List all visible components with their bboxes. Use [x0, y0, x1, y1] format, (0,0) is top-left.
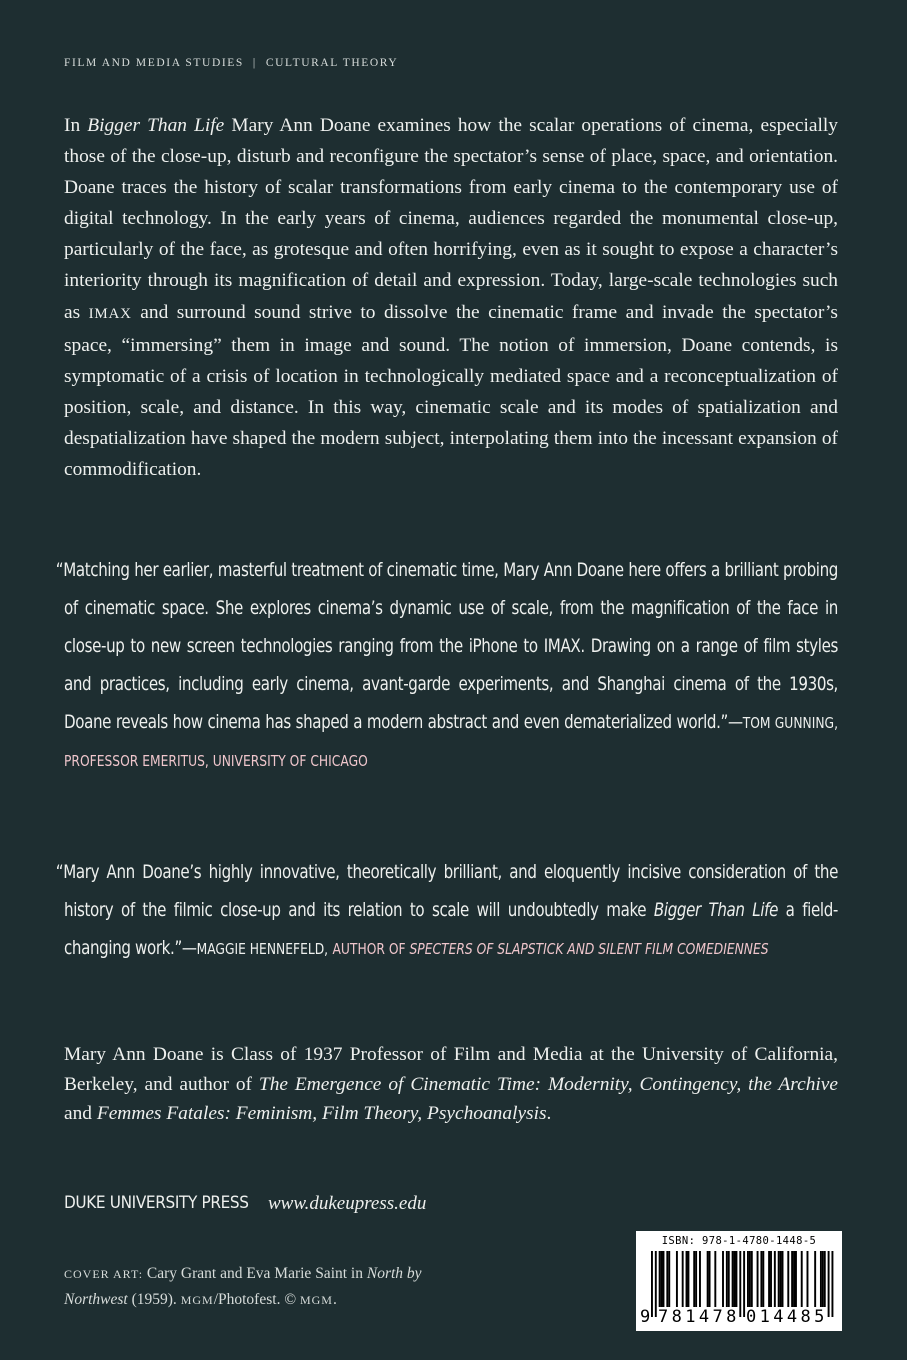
book-title-italic: Bigger Than Life	[653, 900, 779, 921]
barcode-bar	[795, 1251, 797, 1307]
endorsement-text: “Mary Ann Doane’s highly innovative, theoretically brilliant, and eloquently incisive consideration of the history of the filmic close-up and its relation to scale will undoubtedly make	[55, 862, 838, 921]
endorser-affiliation: PROFESSOR EMERITUS, UNIVERSITY OF CHICAGO	[64, 752, 368, 770]
barcode-bar	[774, 1251, 776, 1307]
bio-book-2: Femmes Fatales: Feminism, Film Theory, Psychoanalysis	[96, 1103, 547, 1124]
isbn-label: ISBN: 978-1-4780-1448-5	[661, 1235, 817, 1247]
barcode-bar	[747, 1251, 749, 1307]
barcode-bar	[822, 1251, 824, 1307]
barcode-guard-bar	[655, 1251, 657, 1317]
barcode-bar	[820, 1251, 822, 1307]
barcode-bar	[801, 1251, 803, 1307]
barcode-bar	[709, 1251, 711, 1307]
barcode-guard-bar	[743, 1251, 745, 1317]
imax-smallcaps: IMAX	[88, 305, 132, 322]
film-title: North by Northwest	[64, 1265, 422, 1308]
endorser-name: MAGGIE HENNEFELD,	[196, 940, 329, 958]
barcode-bar	[682, 1251, 684, 1307]
barcode-bar	[762, 1251, 764, 1307]
barcode-bar	[661, 1251, 663, 1307]
barcode-bar	[699, 1251, 701, 1307]
ean-right-group: 014485	[746, 1307, 828, 1327]
publisher-row	[64, 1193, 427, 1214]
barcode-bar	[824, 1251, 826, 1307]
barcode-bar	[659, 1251, 661, 1307]
barcode-bar	[768, 1251, 770, 1307]
endorser-name: TOM GUNNING,	[742, 714, 838, 732]
barcode-bar	[814, 1251, 816, 1307]
ean-first-digit: 9	[640, 1307, 654, 1327]
barcode-bar	[778, 1251, 780, 1307]
ean-left-group: 781478	[658, 1307, 740, 1327]
endorsement-gunning: “Matching her earlier, masterful treatment of cinematic time, Mary Ann Doane here offers a brilliant probing of cinematic space. She explores cinema’s dynamic use of scale, from the magnification of the face in close-up to new screen technologies ranging from the iPhone to IMAX. Drawing on a range of film styles and practices, including early cinema, avant-garde experiments, and Shanghai cinema of the 1930s, Doane reveals how cinema has shaped a modern abstract and even dematerialized world.”—TOM GUNNING, PROFESSOR EMERITUS, UNIVERSITY OF CHICAGO	[55, 560, 838, 770]
barcode-bar	[787, 1251, 789, 1307]
barcode-guard-bar	[831, 1251, 833, 1317]
barcode-bar	[749, 1251, 751, 1307]
author-bio: Mary Ann Doane is Class of 1937 Professor of Film and Media at the University of California, Berkeley, and author of The Emergence of Cinematic Time: Modernity, Contingency, the Archive and Femmes Fatales: Feminism, Film Theory, Psychoanalysis.	[64, 1044, 838, 1124]
barcode-bar	[695, 1251, 697, 1307]
barcode-bar	[735, 1251, 737, 1307]
endorsement-hennefeld: “Mary Ann Doane’s highly innovative, theoretically brilliant, and eloquently incisive consideration of the history of the filmic close-up and its relation to scale will undoubtedly make Bigger Than Life a field-changing work.”—MAGGIE HENNEFELD, AUTHOR OF SPECTERS OF SLAPSTICK AND SILENT FILM COMEDIENNES	[55, 862, 839, 959]
endorser-affiliation: AUTHOR OF SPECTERS OF SLAPSTICK AND SILENT FILM COMEDIENNES	[332, 940, 769, 958]
subject-separator: |	[252, 57, 257, 69]
barcode-guard-bar	[828, 1251, 830, 1317]
barcode-bar	[693, 1251, 695, 1307]
barcode-bar	[732, 1251, 734, 1307]
barcode-bar	[734, 1251, 736, 1307]
barcode-bar	[726, 1251, 728, 1307]
subject-categories	[64, 57, 398, 69]
subject-film-media: FILM AND MEDIA STUDIES	[64, 57, 244, 69]
barcode-bar	[687, 1251, 689, 1307]
barcode-bar	[666, 1251, 668, 1307]
barcode-bar	[782, 1251, 784, 1307]
barcode-bar	[714, 1251, 716, 1307]
subject-cultural-theory: CULTURAL THEORY	[265, 57, 399, 69]
barcode-bar	[791, 1251, 793, 1307]
barcode-bar	[728, 1251, 730, 1307]
publisher-name: DUKE UNIVERSITY PRESS	[64, 1193, 249, 1213]
barcode-bar	[676, 1251, 678, 1307]
endorsement-text: “Matching her earlier, masterful treatment of cinematic time, Mary Ann Doane here offers a brilliant probing of cinematic space. She explores cinema’s dynamic use of scale, from the magnification of the face in close-up to new screen technologies ranging from the iPhone to IMAX. Drawing on a range of film styles and practices, including early cinema, avant-garde experiments, and Shanghai cinema of the 1930s, Doane reveals how cinema has shaped a modern abstract and even dematerialized world.”	[55, 560, 838, 733]
barcode-bar	[707, 1251, 709, 1307]
barcode-bar	[722, 1251, 724, 1307]
barcode-bar	[793, 1251, 795, 1307]
publisher-website[interactable]: www.dukeupress.edu	[268, 1193, 427, 1214]
bio-book-1: The Emergence of Cinematic Time: Modernity, Contingency, the Archive	[258, 1073, 838, 1095]
barcode-bar	[807, 1251, 809, 1307]
book-title-italic: Bigger Than Life	[87, 115, 225, 136]
cover-art-credit: COVER ART: Cary Grant and Eva Marie Saint in North by Northwest (1959). MGM/Photofest. © MGM.	[64, 1265, 422, 1308]
barcode-bar	[780, 1251, 782, 1307]
barcode-bar	[760, 1251, 762, 1307]
barcode-bar	[686, 1251, 688, 1307]
barcode-bar	[668, 1251, 670, 1307]
book-description: In Bigger Than Life Mary Ann Doane examines how the scalar operations of cinema, especially those of the close-up, disturb and reconfigure the spectator’s sense of place, space, and orientation. Doane traces the history of scalar transformations from early cinema to the contemporary use of digital technology. In the early years of cinema, audiences regarded the monumental close-up, particularly of the face, as grotesque and often horrifying, even as it sought to expose a character’s interiority through its magnification of detail and expression. Today, large-scale technologies such as IMAX and surround sound strive to dissolve the cinematic frame and invade the spectator’s space, “immersing” them in image and sound. The notion of immersion, Doane contends, is symptomatic of a crisis of location in technologically mediated space and a reconceptualization of position, scale, and distance. In this way, cinematic scale and its modes of spatialization and despatialization have shaped the modern subject, interpolating them into the incessant expansion of commodification.	[64, 115, 838, 481]
isbn-barcode	[636, 1231, 842, 1331]
barcode-bar	[757, 1251, 759, 1307]
barcode-bar	[663, 1251, 665, 1307]
barcode-bar	[770, 1251, 772, 1307]
barcode-bar	[751, 1251, 753, 1307]
